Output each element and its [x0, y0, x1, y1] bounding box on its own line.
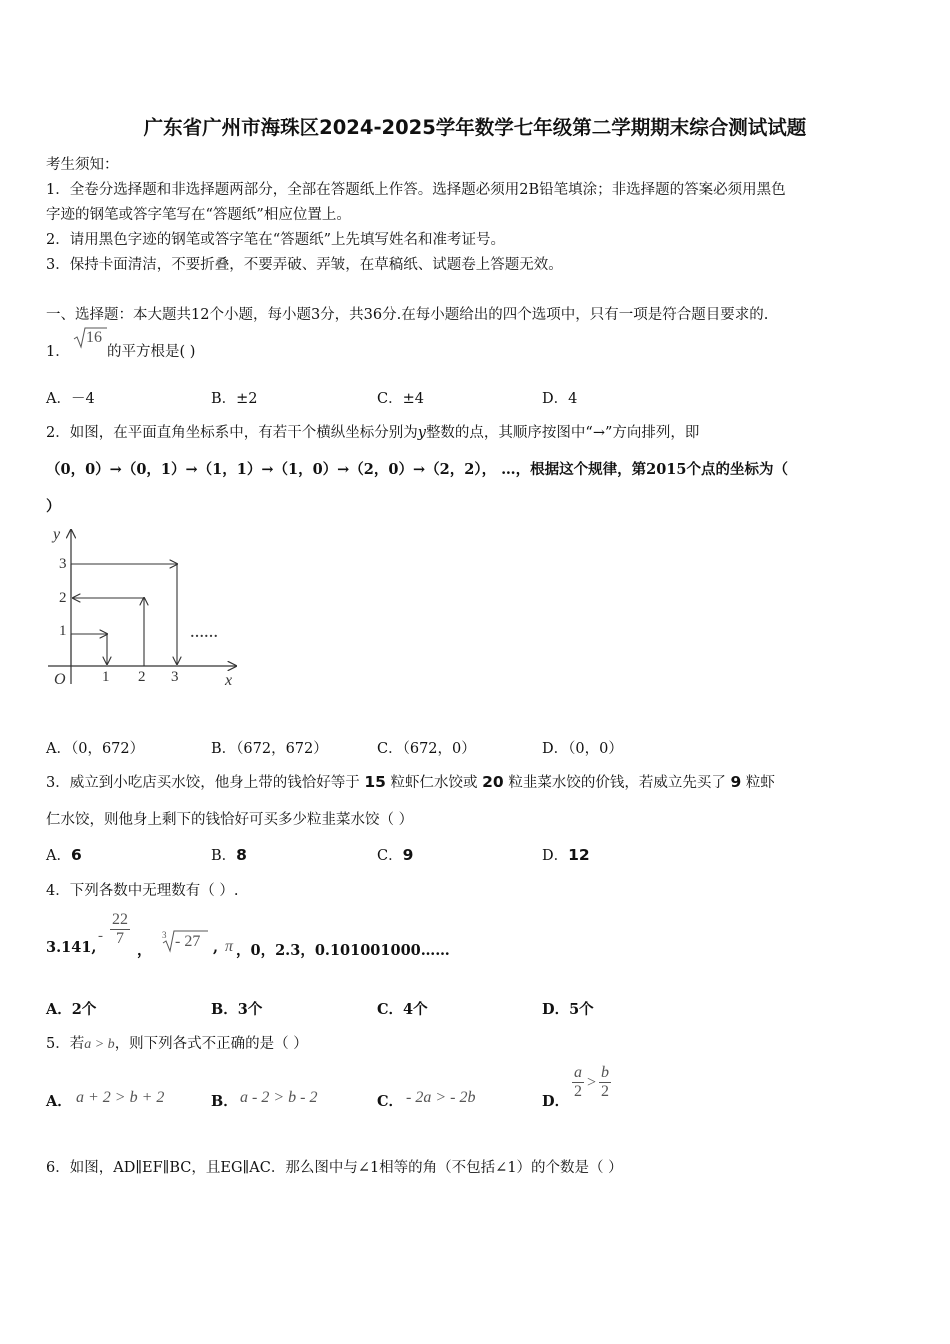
q2-option-d: D．（0，0） — [542, 741, 623, 757]
q5-option-a-label: A． — [46, 1093, 72, 1110]
q4-rest: ，0，2.3，0.101001000…… — [236, 942, 450, 959]
q1-option-a: A．－4 — [46, 391, 95, 407]
q5-option-c-label: C． — [377, 1093, 404, 1110]
q3-text: 粒韭菜水饺的价钱，若威立先买了 — [503, 775, 731, 791]
q1-radicand: 16 — [86, 329, 102, 346]
y-axis-label: y — [53, 526, 61, 543]
q4-comma-2: , — [213, 939, 219, 956]
cbrt-radicand: - 27 — [175, 933, 201, 950]
option-label: C． — [377, 848, 403, 864]
q5-option-d — [572, 1064, 611, 1101]
fraction-numerator: b — [601, 1064, 610, 1081]
q2-figure — [40, 522, 245, 692]
greater-than: > — [587, 1073, 597, 1091]
q4-stem: 4．下列各数中无理数有（ ）. — [46, 883, 239, 899]
origin-label: O — [54, 671, 66, 688]
section-heading: 一、选择题：本大题共12个小题，每小题3分，共36分.在每小题给出的四个选项中，只有一项是符合题目要求的. — [46, 307, 769, 323]
q1-number: 1． — [46, 344, 70, 360]
notice-line-1a: 1．全卷分选择题和非选择题两部分，全部在答题纸上作答。选择题必须用2B铅笔填涂；非选择题的答案必须用黑色 — [46, 182, 786, 198]
q5-option-b-label: B． — [211, 1093, 238, 1110]
x-axis-label: x — [225, 672, 233, 689]
x-tick-label: 1 — [102, 669, 110, 685]
q4-option-d: D．5个 — [542, 1001, 594, 1018]
q3-option-c — [377, 844, 413, 865]
q3-line-1 — [46, 771, 775, 792]
fraction — [599, 1064, 611, 1101]
q5-option-d-label: D． — [542, 1093, 570, 1110]
q4-comma-1: ， — [137, 942, 152, 959]
continuation-dots: …… — [190, 626, 218, 641]
q4-fraction — [110, 911, 130, 948]
q5-option-a: a + 2 > b + 2 — [76, 1089, 165, 1106]
q3-number: 15 — [364, 773, 386, 791]
q3-text: 3．威立到小吃店买水饺，他身上带的钱恰好等于 — [46, 775, 365, 791]
q3-option-d — [542, 844, 590, 865]
q4-pi: π — [225, 938, 234, 955]
q5-condition: a > b — [84, 1037, 115, 1052]
q1-option-c: C．±4 — [377, 391, 424, 407]
q3-text: 粒虾 — [741, 775, 775, 791]
y-tick-label: 1 — [59, 623, 67, 639]
q3-line-2: 仁水饺，则他身上剩下的钱恰好可买多少粒韭菜水饺（ ） — [46, 812, 414, 828]
x-tick-label: 2 — [138, 669, 146, 685]
q5-stem-b: ，则下列各式不正确的是（ ） — [114, 1036, 308, 1052]
fraction-denominator: 7 — [116, 930, 124, 947]
option-value: 9 — [402, 846, 414, 864]
fraction-numerator: 22 — [112, 911, 128, 928]
q2-line-1b: 整数的点，其顺序按图中“→”方向排列，即 — [425, 425, 700, 441]
q6-stem: 6．如图，AD∥EF∥BC，且EG∥AC．那么图中与∠1相等的角（不包括∠1）的个数是（ ） — [46, 1160, 623, 1176]
notice-line-2: 2．请用黑色字迹的钢笔或答字笔在“答题纸”上先填写姓名和准考证号。 — [46, 232, 506, 248]
q2-line-1 — [46, 421, 699, 442]
q2-option-b: B．（672，672） — [211, 741, 328, 757]
q5-option-c: - 2a > - 2b — [406, 1089, 476, 1106]
q3-number: 20 — [482, 773, 504, 791]
q2-var-y: y — [417, 425, 426, 441]
q5-option-b: a - 2 > b - 2 — [240, 1089, 318, 1106]
option-value: 12 — [568, 846, 590, 864]
option-value: 8 — [236, 846, 247, 864]
q2-line-2: （0，0）→（0，1）→（1，1）→（1，0）→（2，0）→（2，2）， …，根据这个规律，第2015个点的坐标为（ — [46, 461, 788, 478]
cbrt-index: 3 — [162, 930, 167, 940]
y-tick-label: 2 — [59, 590, 67, 606]
q5-stem — [46, 1032, 308, 1053]
q3-number: 9 — [730, 773, 742, 791]
q4-cube-root — [160, 928, 210, 954]
notice-line-3: 3．保持卡面清洁，不要折叠，不要弄破、弄皱，在草稿纸、试题卷上答题无效。 — [46, 257, 563, 273]
option-label: A． — [46, 848, 71, 864]
q1-sqrt — [72, 326, 108, 350]
q3-option-a — [46, 844, 82, 865]
option-label: D． — [542, 848, 569, 864]
fraction-denominator: 2 — [574, 1083, 582, 1100]
page-title: 广东省广州市海珠区2024-2025学年数学七年级第二学期期末综合测试试题 — [143, 116, 807, 139]
q3-text: 粒虾仁水饺或 — [385, 775, 483, 791]
fraction-numerator: a — [574, 1064, 582, 1081]
q1-stem: 的平方根是( ) — [107, 344, 196, 360]
q5-stem-a: 5．若 — [46, 1036, 85, 1052]
fraction-denominator: 2 — [601, 1083, 610, 1100]
q3-option-b — [211, 844, 247, 865]
notice-heading: 考生须知： — [46, 157, 119, 173]
option-value: 6 — [70, 846, 82, 864]
q4-option-b: B．3个 — [211, 1001, 263, 1018]
notice-line-1b: 字迹的钢笔或答字笔写在“答题纸”相应位置上。 — [46, 207, 351, 223]
q1-option-b: B．±2 — [211, 391, 258, 407]
q2-option-a: A．（0，672） — [46, 741, 145, 757]
x-tick-label: 3 — [171, 669, 179, 685]
q2-option-c: C．（672，0） — [377, 741, 476, 757]
fraction — [572, 1064, 584, 1101]
q4-item-1: 3.141, — [46, 939, 97, 956]
q4-option-a: A．2个 — [46, 1001, 97, 1018]
q2-line-3: ） — [46, 498, 61, 515]
option-label: B． — [211, 848, 237, 864]
y-tick-label: 3 — [59, 556, 67, 572]
q4-option-c: C．4个 — [377, 1001, 428, 1018]
q2-line-1a: 2．如图，在平面直角坐标系中，有若干个横纵坐标分别为 — [46, 425, 418, 441]
q1-option-d: D．4 — [542, 391, 578, 407]
q4-frac-sign: - — [98, 928, 103, 944]
